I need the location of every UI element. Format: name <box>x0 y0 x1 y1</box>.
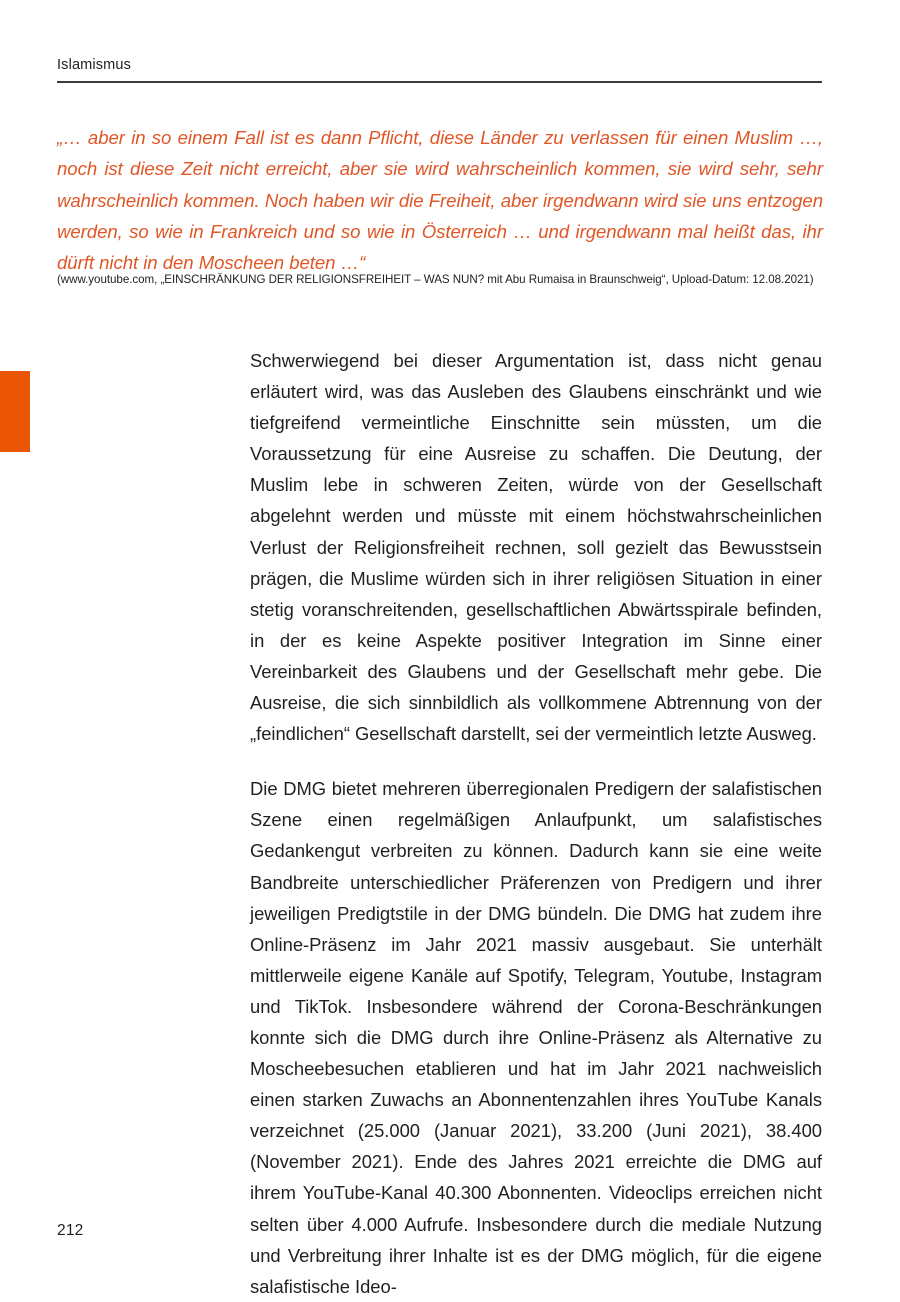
body-column <box>250 345 822 1302</box>
page-number: 212 <box>57 1222 84 1239</box>
pull-quote <box>57 122 823 278</box>
pull-quote-source: (www.youtube.com, „EINSCHRÄNKUNG DER RELIGIONSFREIHEIT – WAS NUN? mit Abu Rumaisa in Braunschweig“, Upload-Datum: 12.08.2021) <box>57 273 814 286</box>
running-head <box>57 57 822 74</box>
header-rule <box>57 81 822 83</box>
section-edge-tab <box>0 371 30 452</box>
pull-quote-text: „… aber in so einem Fall ist es dann Pflicht, diese Länder zu verlassen für einen Muslim …, noch ist diese Zeit nicht erreicht, aber sie wird wahrscheinlich kommen, sie wird sehr, sehr wahrscheinlich kommen. Noch haben wir die Freiheit, aber irgendwann wird sie uns entzogen werden, so wie in Frankreich und so wie in Österreich … und irgendwann mal heißt das, ihr dürft nicht in den Moscheen beten …“ <box>57 127 823 274</box>
running-head-label: Islamismus <box>57 57 132 73</box>
body-paragraph: Die DMG bietet mehreren überregionalen Predigern der salafistischen Szene einen regelmäßigen Anlaufpunkt, um salafistisches Gedankengut verbreiten zu können. Dadurch kann sie eine weite Bandbreite unterschiedlicher Präferenzen von Predigern und ihrer jeweiligen Predigtstile in der DMG bündeln. Die DMG hat zudem ihre Online-Präsenz im Jahr 2021 massiv ausgebaut. Sie unterhält mittlerweile eigene Kanäle auf Spotify, Telegram, Youtube, Instagram und TikTok. Insbesondere während der Corona-Beschränkungen konnte sich die DMG durch ihre Online-Präsenz als Alternative zu Moscheebesuchen etablieren und hat im Jahr 2021 nachweislich einen starken Zuwachs an Abonnentenzahlen ihres YouTube Kanals verzeichnet (25.000 (Januar 2021), 33.200 (Juni 2021), 38.400 (November 2021). Ende des Jahres 2021 erreichte die DMG auf ihrem YouTube-Kanal 40.300 Abonnenten. Videoclips erreichen nicht selten über 4.000 Aufrufe. Insbesondere durch die mediale Nutzung und Verbreitung ihrer Inhalte ist es der DMG möglich, für die eigene salafistische Ideo- <box>250 778 822 1297</box>
body-paragraph: Schwerwiegend bei dieser Argumentation ist, dass nicht genau erläutert wird, was das Ausleben des Glaubens einschränkt und wie tiefgreifend vermeintliche Einschnitte sein müssten, um die Voraussetzung für eine Ausreise zu schaffen. Die Deutung, der Muslim lebe in schweren Zeiten, würde von der Gesellschaft abgelehnt werden und müsste mit einem höchstwahrscheinlichen Verlust der Religionsfreiheit rechnen, soll gezielt das Bewusstsein prägen, die Muslime würden sich in ihrer religiösen Situation in einer stetig voranschreitenden, gesellschaftlichen Abwärtsspirale befinden, in der es keine Aspekte positiver Integration im Sinne einer Vereinbarkeit des Glaubens und der Gesellschaft mehr gebe. Die Ausreise, die sich sinnbildlich als vollkommene Abtrennung von der „feindlichen“ Gesellschaft darstellt, sei der vermeintlich letzte Ausweg. <box>250 350 822 745</box>
